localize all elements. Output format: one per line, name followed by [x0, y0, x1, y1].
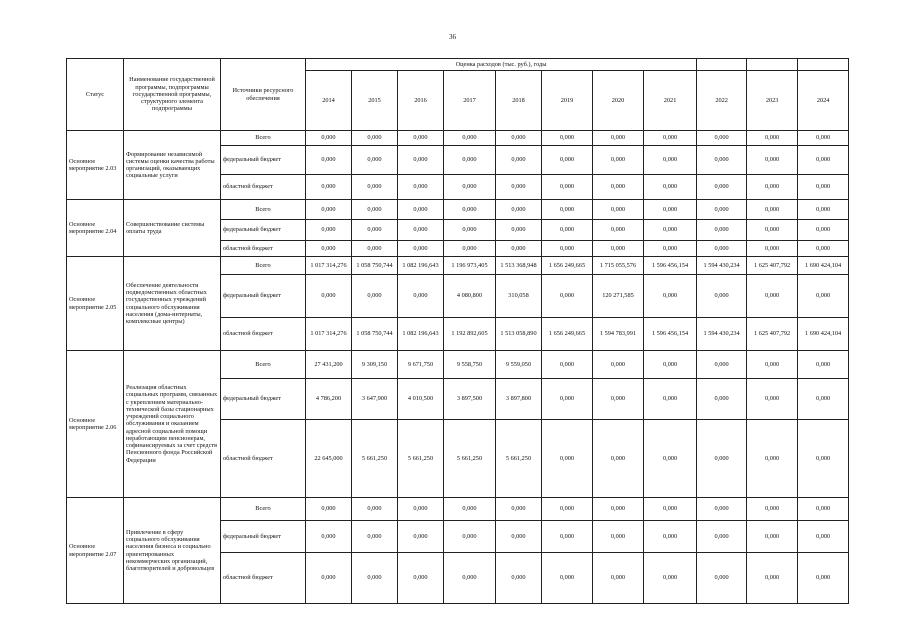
value-cell: 0,000: [747, 521, 798, 553]
value-cell: 0,000: [444, 521, 496, 553]
value-cell: 0,000: [747, 175, 798, 200]
value-cell: 3 897,500: [444, 379, 496, 420]
source-cell: Всего: [221, 351, 306, 379]
value-cell: 0,000: [697, 275, 747, 318]
source-cell: Всего: [221, 498, 306, 521]
source-cell: областной бюджет: [221, 241, 306, 257]
value-cell: 1 017 314,276: [306, 257, 352, 275]
value-cell: 0,000: [542, 200, 593, 220]
value-cell: 0,000: [644, 420, 697, 498]
value-cell: 0,000: [496, 200, 542, 220]
value-cell: 0,000: [542, 379, 593, 420]
measure-name-cell: Совершенствование системы оплаты труда: [124, 200, 221, 257]
source-cell: Всего: [221, 257, 306, 275]
value-cell: 1 656 249,665: [542, 318, 593, 351]
value-cell: 1 594 783,991: [593, 318, 644, 351]
status-cell: Основное мероприятие 2.03: [67, 131, 124, 200]
year-header: 2017: [444, 71, 496, 131]
value-cell: 0,000: [352, 553, 398, 604]
status-cell: Основное мероприятие 2.07: [67, 498, 124, 604]
value-cell: 0,000: [798, 521, 849, 553]
value-cell: 0,000: [398, 275, 444, 318]
value-cell: 0,000: [747, 241, 798, 257]
value-cell: 0,000: [593, 351, 644, 379]
value-cell: 0,000: [306, 200, 352, 220]
value-cell: 0,000: [444, 131, 496, 146]
value-cell: 0,000: [306, 498, 352, 521]
value-cell: 0,000: [542, 420, 593, 498]
value-cell: 0,000: [644, 175, 697, 200]
value-cell: 0,000: [306, 220, 352, 241]
value-cell: 0,000: [644, 146, 697, 175]
value-cell: 0,000: [398, 220, 444, 241]
status-cell: Основное мероприятие 2.05: [67, 257, 124, 351]
value-cell: 0,000: [697, 420, 747, 498]
value-cell: 0,000: [747, 379, 798, 420]
value-cell: 0,000: [697, 379, 747, 420]
value-cell: 3 647,900: [352, 379, 398, 420]
value-cell: 22 645,000: [306, 420, 352, 498]
value-cell: 0,000: [306, 131, 352, 146]
value-cell: 1 017 314,276: [306, 318, 352, 351]
value-cell: 0,000: [496, 175, 542, 200]
year-header: 2015: [352, 71, 398, 131]
value-cell: 9 559,050: [496, 351, 542, 379]
value-cell: 0,000: [352, 131, 398, 146]
value-cell: 0,000: [747, 553, 798, 604]
year-header: 2022: [697, 71, 747, 131]
value-cell: 0,000: [644, 241, 697, 257]
value-cell: 1 656 249,665: [542, 257, 593, 275]
value-cell: 0,000: [542, 131, 593, 146]
value-cell: 0,000: [306, 146, 352, 175]
value-cell: 0,000: [593, 521, 644, 553]
value-cell: 0,000: [444, 241, 496, 257]
value-cell: 0,000: [747, 131, 798, 146]
value-cell: 1 513 058,890: [496, 318, 542, 351]
expenditure-table: [66, 58, 849, 604]
status-cell: Основное мероприятие 2.06: [67, 351, 124, 498]
value-cell: 0,000: [644, 498, 697, 521]
value-cell: 0,000: [593, 220, 644, 241]
value-cell: 0,000: [593, 131, 644, 146]
value-cell: 120 271,585: [593, 275, 644, 318]
value-cell: 0,000: [352, 498, 398, 521]
value-cell: 0,000: [798, 498, 849, 521]
value-cell: 0,000: [444, 146, 496, 175]
table-row: [67, 200, 849, 220]
value-cell: 0,000: [398, 146, 444, 175]
value-cell: 0,000: [798, 175, 849, 200]
value-cell: 1 690 424,104: [798, 318, 849, 351]
value-cell: 0,000: [697, 131, 747, 146]
header-status: Статус: [67, 59, 124, 131]
value-cell: 0,000: [352, 220, 398, 241]
value-cell: 5 661,250: [352, 420, 398, 498]
year-header: 2021: [644, 71, 697, 131]
value-cell: 5 661,250: [496, 420, 542, 498]
value-cell: 0,000: [644, 200, 697, 220]
value-cell: 4 010,500: [398, 379, 444, 420]
header-blank: [697, 59, 747, 71]
value-cell: 0,000: [593, 175, 644, 200]
value-cell: 0,000: [352, 521, 398, 553]
value-cell: 27 431,200: [306, 351, 352, 379]
table-row: [67, 257, 849, 275]
source-cell: федеральный бюджет: [221, 275, 306, 318]
value-cell: 0,000: [747, 420, 798, 498]
page-number: 36: [449, 33, 456, 41]
value-cell: 0,000: [352, 241, 398, 257]
value-cell: 0,000: [697, 200, 747, 220]
value-cell: 0,000: [798, 220, 849, 241]
value-cell: 0,000: [798, 553, 849, 604]
value-cell: 0,000: [352, 146, 398, 175]
measure-name-cell: Формирование независимой системы оценки качества работы организаций, оказывающих социальные услуги: [124, 131, 221, 200]
value-cell: 310,058: [496, 275, 542, 318]
value-cell: 1 513 368,948: [496, 257, 542, 275]
value-cell: 0,000: [496, 521, 542, 553]
value-cell: 0,000: [644, 131, 697, 146]
measure-name-cell: Реализация областных социальных программ, связанных с укреплением материально-технической базы стационарных учреждений социального обслуживания и оказанием адресной социальной помощи неработающим пенсионерам, софинансируемых за счет средств Пенсионного фонда Российской Федерации: [124, 351, 221, 498]
table-row: [67, 351, 849, 379]
value-cell: 1 596 456,154: [644, 318, 697, 351]
year-header: 2016: [398, 71, 444, 131]
value-cell: 0,000: [593, 379, 644, 420]
value-cell: 0,000: [496, 553, 542, 604]
value-cell: 0,000: [644, 275, 697, 318]
value-cell: 0,000: [593, 200, 644, 220]
value-cell: 0,000: [644, 351, 697, 379]
table-row: [67, 498, 849, 521]
header-estimate: Оценка расходов (тыс. руб.), годы: [306, 59, 697, 71]
source-cell: Всего: [221, 200, 306, 220]
source-cell: Всего: [221, 131, 306, 146]
value-cell: 0,000: [542, 351, 593, 379]
value-cell: 0,000: [398, 498, 444, 521]
value-cell: 0,000: [644, 553, 697, 604]
value-cell: 0,000: [593, 420, 644, 498]
value-cell: 0,000: [398, 200, 444, 220]
value-cell: 0,000: [306, 175, 352, 200]
source-cell: областной бюджет: [221, 175, 306, 200]
value-cell: 0,000: [444, 175, 496, 200]
value-cell: 0,000: [398, 175, 444, 200]
value-cell: 1 192 892,605: [444, 318, 496, 351]
header-blank: [798, 59, 849, 71]
value-cell: 0,000: [306, 241, 352, 257]
value-cell: 0,000: [747, 146, 798, 175]
value-cell: 0,000: [542, 175, 593, 200]
value-cell: 0,000: [798, 146, 849, 175]
value-cell: 0,000: [798, 131, 849, 146]
value-cell: 3 897,800: [496, 379, 542, 420]
header-blank: [747, 59, 798, 71]
value-cell: 0,000: [747, 351, 798, 379]
year-header: 2014: [306, 71, 352, 131]
value-cell: 0,000: [747, 275, 798, 318]
value-cell: 0,000: [697, 351, 747, 379]
value-cell: 5 661,250: [444, 420, 496, 498]
value-cell: 9 558,750: [444, 351, 496, 379]
value-cell: 0,000: [697, 553, 747, 604]
value-cell: 0,000: [798, 241, 849, 257]
source-cell: федеральный бюджет: [221, 521, 306, 553]
value-cell: 0,000: [306, 553, 352, 604]
year-header: 2020: [593, 71, 644, 131]
value-cell: 0,000: [444, 200, 496, 220]
value-cell: 0,000: [593, 553, 644, 604]
value-cell: 1 058 750,744: [352, 318, 398, 351]
source-cell: федеральный бюджет: [221, 379, 306, 420]
value-cell: 0,000: [644, 379, 697, 420]
value-cell: 0,000: [496, 241, 542, 257]
value-cell: 0,000: [352, 275, 398, 318]
value-cell: 0,000: [306, 521, 352, 553]
value-cell: 0,000: [644, 220, 697, 241]
value-cell: 0,000: [798, 379, 849, 420]
value-cell: 1 596 456,154: [644, 257, 697, 275]
status-cell: Основное мероприятие 2.04: [67, 200, 124, 257]
value-cell: 5 661,250: [398, 420, 444, 498]
value-cell: 0,000: [352, 200, 398, 220]
value-cell: 0,000: [542, 146, 593, 175]
value-cell: 4 786,200: [306, 379, 352, 420]
value-cell: 1 594 430,234: [697, 257, 747, 275]
value-cell: 0,000: [496, 146, 542, 175]
header-name: Наименование государственной программы, подпрограммы государственной программы, структурного элемента подпрограммы: [124, 59, 221, 131]
value-cell: 0,000: [444, 498, 496, 521]
value-cell: 0,000: [697, 521, 747, 553]
header-sources: Источники ресурсного обеспечения: [221, 59, 306, 131]
value-cell: 0,000: [444, 220, 496, 241]
value-cell: 0,000: [798, 420, 849, 498]
value-cell: 0,000: [697, 498, 747, 521]
measure-name-cell: Привлечение в сферу социального обслуживания населения бизнеса и социально ориентированных некоммерческих организаций, благотворителей и добровольцев: [124, 498, 221, 604]
value-cell: 0,000: [542, 275, 593, 318]
value-cell: 0,000: [593, 498, 644, 521]
value-cell: 1 196 973,405: [444, 257, 496, 275]
value-cell: 9 671,750: [398, 351, 444, 379]
value-cell: 1 625 407,792: [747, 257, 798, 275]
value-cell: 0,000: [496, 220, 542, 241]
value-cell: 0,000: [398, 521, 444, 553]
year-header: 2024: [798, 71, 849, 131]
value-cell: 1 715 055,576: [593, 257, 644, 275]
year-header: 2023: [747, 71, 798, 131]
value-cell: 0,000: [697, 146, 747, 175]
value-cell: 0,000: [496, 498, 542, 521]
value-cell: 0,000: [306, 275, 352, 318]
value-cell: 0,000: [697, 220, 747, 241]
source-cell: областной бюджет: [221, 318, 306, 351]
value-cell: 0,000: [697, 241, 747, 257]
value-cell: 1 594 430,234: [697, 318, 747, 351]
value-cell: 0,000: [697, 175, 747, 200]
value-cell: 0,000: [542, 241, 593, 257]
value-cell: 0,000: [747, 220, 798, 241]
value-cell: 0,000: [398, 131, 444, 146]
value-cell: 0,000: [798, 351, 849, 379]
source-cell: областной бюджет: [221, 420, 306, 498]
value-cell: 1 082 196,643: [398, 318, 444, 351]
value-cell: 1 625 407,792: [747, 318, 798, 351]
source-cell: областной бюджет: [221, 553, 306, 604]
value-cell: 0,000: [798, 200, 849, 220]
value-cell: 4 080,800: [444, 275, 496, 318]
value-cell: 0,000: [593, 146, 644, 175]
value-cell: 0,000: [444, 553, 496, 604]
value-cell: 1 058 750,744: [352, 257, 398, 275]
value-cell: 0,000: [542, 553, 593, 604]
value-cell: 0,000: [398, 241, 444, 257]
value-cell: 9 309,150: [352, 351, 398, 379]
value-cell: 0,000: [747, 200, 798, 220]
value-cell: 0,000: [542, 220, 593, 241]
value-cell: 0,000: [496, 131, 542, 146]
value-cell: 0,000: [644, 521, 697, 553]
value-cell: 0,000: [747, 498, 798, 521]
value-cell: 1 082 196,643: [398, 257, 444, 275]
value-cell: 0,000: [593, 241, 644, 257]
measure-name-cell: Обеспечение деятельности подведомственных областных государственных учреждений социального обслуживания населения (дома-интернаты, комплексные центры): [124, 257, 221, 351]
value-cell: 1 690 424,104: [798, 257, 849, 275]
value-cell: 0,000: [542, 521, 593, 553]
value-cell: 0,000: [542, 498, 593, 521]
value-cell: 0,000: [352, 175, 398, 200]
source-cell: федеральный бюджет: [221, 220, 306, 241]
year-header: 2019: [542, 71, 593, 131]
year-header: 2018: [496, 71, 542, 131]
source-cell: федеральный бюджет: [221, 146, 306, 175]
value-cell: 0,000: [798, 275, 849, 318]
value-cell: 0,000: [398, 553, 444, 604]
table-row: [67, 131, 849, 146]
